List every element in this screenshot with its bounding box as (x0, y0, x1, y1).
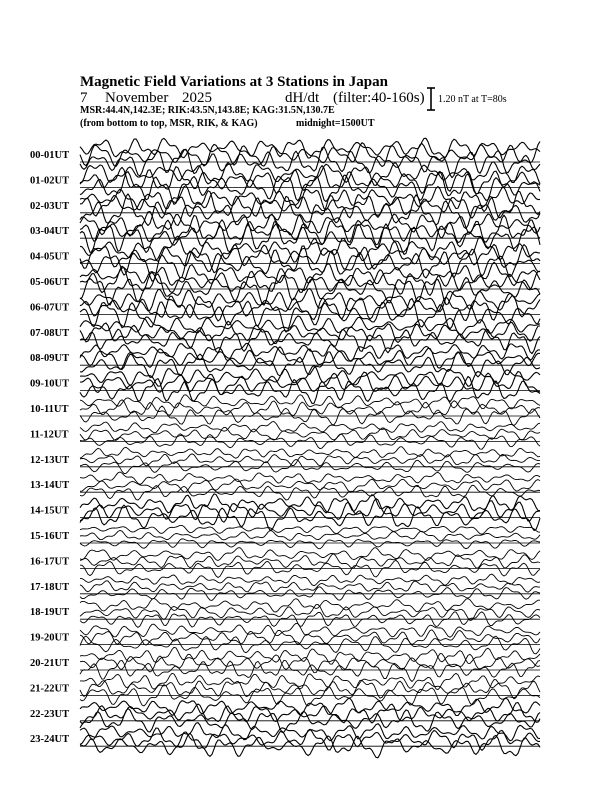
hour-label: 16-17UT (30, 556, 70, 568)
date-day: 7 (80, 90, 88, 106)
hour-row (30, 698, 540, 732)
chart-title: Magnetic Field Variations at 3 Stations in Japan (80, 74, 388, 90)
hour-row (30, 316, 540, 354)
scale-bar (427, 88, 435, 110)
hour-label: 00-01UT (30, 150, 70, 161)
trace-msr (80, 343, 540, 361)
date-year: 2025 (182, 90, 212, 106)
trace-msr (80, 186, 540, 212)
trace-kag (80, 485, 540, 500)
trace-kag (80, 299, 540, 333)
trace-msr (80, 598, 540, 612)
hour-label: 09-10UT (30, 378, 70, 390)
hour-row (30, 447, 540, 474)
hour-label: 04-05UT (30, 251, 70, 263)
trace-msr (80, 574, 540, 586)
hour-label: 03-04UT (30, 226, 70, 238)
trace-rik (80, 630, 540, 645)
hour-label: 22-23UT (30, 708, 70, 720)
hour-row (30, 138, 540, 177)
trace-rik (80, 215, 540, 245)
hour-label: 18-19UT (30, 607, 70, 619)
hour-label: 07-08UT (30, 327, 70, 339)
scale-bar-label: 1.20 nT at T=80s (438, 94, 507, 105)
hour-label: 13-14UT (30, 480, 70, 492)
hour-row (30, 472, 540, 500)
hour-label: 15-16UT (30, 531, 70, 542)
trace-rik (80, 454, 540, 466)
trace-msr (80, 395, 540, 409)
trace-msr (80, 366, 540, 387)
hour-row (30, 723, 540, 758)
hour-rows (30, 138, 540, 757)
hour-row (30, 289, 540, 333)
hour-label: 21-22UT (30, 683, 70, 695)
midnight-note: midnight=1500UT (296, 118, 375, 129)
hour-row (30, 366, 540, 404)
trace-rik (80, 554, 540, 568)
quantity-label: dH/dt (285, 90, 320, 106)
hour-row (30, 422, 540, 450)
hour-row (30, 598, 540, 627)
hour-label: 12-13UT (30, 454, 70, 466)
trace-msr (80, 698, 540, 716)
hour-label: 01-02UT (30, 175, 70, 187)
hour-label: 10-11UT (30, 404, 69, 415)
trace-rik (80, 530, 540, 541)
hour-label: 19-20UT (30, 632, 70, 644)
hour-label: 14-15UT (30, 505, 70, 517)
trace-msr (80, 494, 540, 513)
hour-row (30, 647, 540, 681)
hour-row (30, 623, 540, 654)
hour-row (30, 673, 540, 706)
hour-row (30, 186, 540, 229)
trace-msr (80, 548, 540, 561)
hour-label: 06-07UT (30, 302, 70, 314)
filter-label: (filter:40-160s) (333, 90, 425, 106)
station-coordinates: MSR:44.4N,142.3E; RIK:43.5N,143.8E; KAG:31.5N,130.7E (80, 105, 335, 116)
hour-label: 08-09UT (30, 353, 70, 365)
hour-label: 05-06UT (30, 277, 70, 288)
hour-row (30, 574, 540, 600)
hour-label: 02-03UT (30, 200, 70, 212)
hour-row (30, 343, 540, 377)
trace-rik (80, 142, 540, 167)
station-order-note: (from bottom to top, MSR, RIK, & KAG) (80, 118, 258, 129)
trace-kag (80, 560, 540, 577)
hour-label: 23-24UT (30, 734, 70, 746)
trace-msr (80, 447, 540, 459)
date-month: November (105, 90, 169, 106)
trace-rik (80, 680, 540, 699)
hour-label: 11-12UT (30, 429, 69, 441)
trace-kag (80, 539, 540, 549)
hour-label: 17-18UT (30, 581, 70, 593)
hour-row (30, 525, 540, 548)
trace-kag (80, 221, 540, 255)
hour-row (30, 548, 540, 578)
trace-msr (80, 422, 540, 433)
trace-rik (80, 479, 540, 492)
hour-label: 20-21UT (30, 658, 70, 669)
hour-row (30, 395, 540, 426)
